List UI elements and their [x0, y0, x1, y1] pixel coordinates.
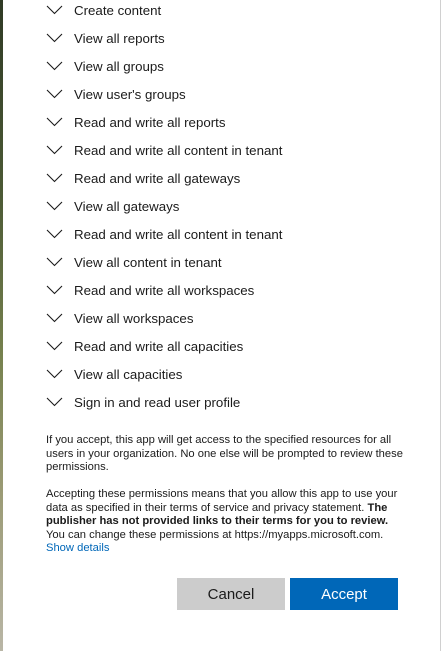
permission-item-read-write-all-gateways[interactable] — [46, 168, 406, 188]
chevron-down-icon — [46, 285, 63, 295]
permission-label: Read and write all content in tenant — [74, 142, 283, 158]
permission-item-view-all-capacities[interactable] — [46, 364, 406, 384]
permission-label: View all content in tenant — [74, 254, 222, 270]
chevron-down-icon — [46, 61, 63, 71]
chevron-down-icon — [46, 369, 63, 379]
chevron-down-icon — [46, 313, 63, 323]
chevron-down-icon — [46, 229, 63, 239]
show-details-link[interactable]: Show details — [46, 542, 110, 555]
background-strip — [0, 0, 3, 651]
chevron-down-icon — [46, 173, 63, 183]
permission-item-read-write-all-capacities[interactable] — [46, 336, 406, 356]
permission-label: Create content — [74, 2, 162, 18]
chevron-down-icon — [46, 33, 63, 43]
permission-item-view-all-groups[interactable] — [46, 56, 406, 76]
permission-label: View all reports — [74, 30, 165, 46]
permission-label: View all workspaces — [74, 310, 194, 326]
consent-warning-bold: The publisher has not provided links to their terms for you to review. — [46, 501, 389, 528]
permission-label: Read and write all gateways — [74, 170, 241, 186]
chevron-down-icon — [46, 5, 63, 15]
accept-button[interactable]: Accept — [290, 578, 398, 610]
cancel-button[interactable]: Cancel — [177, 578, 285, 610]
consent-terms-text — [46, 488, 406, 556]
permission-label: View all groups — [74, 58, 164, 74]
org-consent-notice: If you accept, this app will get access to the specified resources for all users in your organization. No one else will be prompted to review these permissions. — [46, 434, 403, 474]
permission-label: View all gateways — [74, 198, 180, 214]
permission-item-read-write-all-content-tenant[interactable] — [46, 140, 406, 160]
chevron-down-icon — [46, 145, 63, 155]
consent-text-myapps: You can change these permissions at https://myapps.microsoft.com. — [46, 528, 384, 541]
chevron-down-icon — [46, 397, 63, 407]
permission-label: Read and write all capacities — [74, 338, 244, 354]
permission-label: View user's groups — [74, 86, 186, 102]
permission-item-view-all-workspaces[interactable] — [46, 308, 406, 328]
permission-item-sign-in-read-profile[interactable] — [46, 392, 406, 412]
permission-item-view-users-groups[interactable] — [46, 84, 406, 104]
permission-item-view-all-reports[interactable] — [46, 28, 406, 48]
consent-text-intro: Accepting these permissions means that you allow this app to use your data as specified in their terms of service and privacy statement. — [46, 488, 398, 514]
permission-item-create-content[interactable] — [46, 0, 406, 20]
permission-item-read-write-all-content-tenant-2[interactable] — [46, 224, 406, 244]
permission-label: View all capacities — [74, 366, 183, 382]
chevron-down-icon — [46, 257, 63, 267]
permission-label: Sign in and read user profile — [74, 394, 241, 410]
chevron-down-icon — [46, 201, 63, 211]
chevron-down-icon — [46, 341, 63, 351]
permission-item-read-write-all-workspaces[interactable] — [46, 280, 406, 300]
permission-label: Read and write all reports — [74, 114, 226, 130]
chevron-down-icon — [46, 89, 63, 99]
permission-item-view-all-content-tenant[interactable] — [46, 252, 406, 272]
permission-label: Read and write all workspaces — [74, 282, 255, 298]
permission-item-read-write-all-reports[interactable] — [46, 112, 406, 132]
permission-label: Read and write all content in tenant — [74, 226, 283, 242]
chevron-down-icon — [46, 117, 63, 127]
permission-item-view-all-gateways[interactable] — [46, 196, 406, 216]
